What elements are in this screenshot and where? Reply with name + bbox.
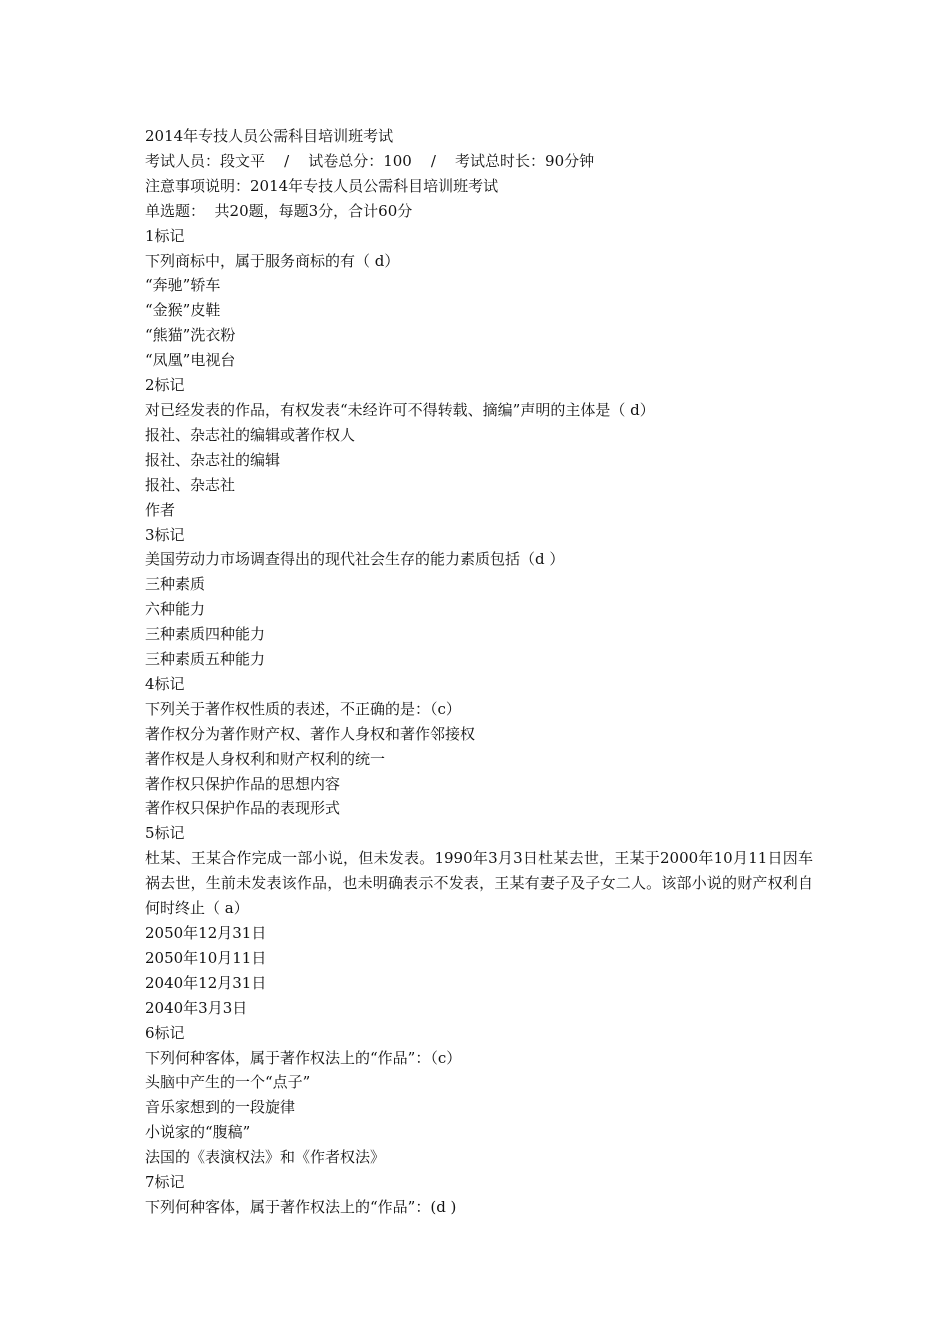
option-b: “金猴”皮鞋	[145, 301, 221, 320]
question-mark: 7标记	[145, 1173, 185, 1192]
question-1	[145, 224, 813, 373]
option-a: 头脑中产生的一个“点子”	[145, 1073, 311, 1092]
option-b: 音乐家想到的一段旋律	[145, 1098, 296, 1117]
option-d: 作者	[145, 500, 176, 519]
question-stem: 对已经发表的作品，有权发表“未经许可不得转载、摘编”声明的主体是（ d）	[145, 400, 655, 419]
option-c: 报社、杂志社	[145, 475, 236, 494]
option-c: “熊猫”洗衣粉	[145, 326, 236, 345]
question-mark: 6标记	[145, 1023, 185, 1042]
option-a: “奔驰”轿车	[145, 276, 221, 295]
question-stem: 下列关于著作权性质的表述，不正确的是：（c）	[145, 699, 461, 718]
question-2	[145, 373, 813, 522]
option-a: 2050年12月31日	[145, 924, 267, 942]
question-stem: 下列何种客体，属于著作权法上的“作品”：（c）	[145, 1048, 462, 1067]
option-c: 著作权只保护作品的思想内容	[145, 774, 341, 793]
option-b: 著作权是人身权利和财产权利的统一	[145, 749, 386, 768]
exam-notice: 注意事项说明：2014年专技人员公需科目培训班考试	[145, 176, 499, 195]
option-b: 2050年10月11日	[145, 948, 267, 967]
question-7	[145, 1170, 813, 1220]
option-d: 法国的《表演权法》和《作者权法》	[145, 1148, 386, 1167]
question-mark: 4标记	[145, 674, 185, 693]
option-a: 三种素质	[145, 575, 206, 594]
question-4	[145, 672, 813, 821]
question-mark: 3标记	[145, 525, 185, 544]
option-b: 报社、杂志社的编辑	[145, 450, 281, 469]
option-a: 著作权分为著作财产权、著作人身权和著作邻接权	[145, 724, 476, 743]
question-stem: 美国劳动力市场调查得出的现代社会生存的能力素质包括（d ）	[145, 550, 565, 569]
option-c: 2040年12月31日	[145, 973, 267, 992]
question-stem: 下列商标中，属于服务商标的有（ d）	[145, 251, 400, 270]
option-d: 三种素质五种能力	[145, 650, 266, 669]
option-d: 著作权只保护作品的表现形式	[145, 799, 341, 818]
section-heading: 单选题： 共20题，每题3分，合计60分	[145, 201, 413, 220]
question-mark: 2标记	[145, 376, 185, 395]
exam-title: 2014年专技人员公需科目培训班考试	[145, 127, 394, 145]
exam-info: 考试人员：段文平 / 试卷总分：100 / 考试总时长：90分钟	[145, 151, 595, 170]
question-stem: 杜某、王某合作完成一部小说，但未发表。1990年3月3日杜某去世，王某于2000年10月11日因车祸去世，生前未发表该作品，也未明确表示不发表，王某有妻子及子女二人。该部小说的财产权利自何时终止（ a）	[145, 849, 813, 918]
option-c: 小说家的“腹稿”	[145, 1123, 251, 1142]
option-d: 2040年3月3日	[145, 998, 248, 1017]
question-5	[145, 821, 813, 1020]
question-6	[145, 1021, 813, 1170]
option-b: 六种能力	[145, 600, 206, 619]
option-a: 报社、杂志社的编辑或著作权人	[145, 425, 356, 444]
question-mark: 1标记	[145, 226, 185, 245]
option-d: “凤凰”电视台	[145, 351, 236, 370]
option-c: 三种素质四种能力	[145, 625, 266, 644]
question-stem: 下列何种客体，属于著作权法上的“作品”：(d )	[145, 1197, 457, 1216]
question-3	[145, 523, 813, 672]
question-mark: 5标记	[145, 824, 185, 843]
document-page	[145, 124, 813, 1220]
